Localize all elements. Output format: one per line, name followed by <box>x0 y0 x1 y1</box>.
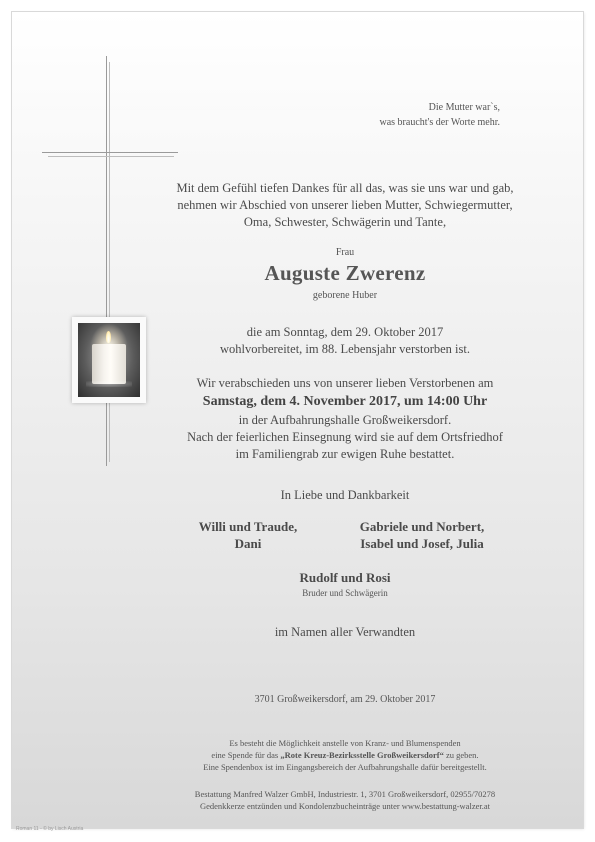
closing-text: In Liebe und Dankbarkeit <box>280 488 410 502</box>
donation-line: eine Spende für das „Rote Kreuz-Bezirksstelle Großweikersdorf“ zu geben. <box>211 750 479 760</box>
motto <box>300 100 500 130</box>
family-group-left <box>153 518 343 552</box>
family-line: Dani <box>234 536 262 551</box>
intro-line: Oma, Schwester, Schwägerin und Tante, <box>243 215 447 229</box>
family-line: Isabel und Josef, Julia <box>360 536 484 551</box>
donation-line: Eine Spendenbox ist im Eingangsbereich der Aufbahrungshalle dafür bereitgestellt. <box>203 762 487 772</box>
charity-name: „Rote Kreuz-Bezirksstelle Großweikersdorf“ <box>280 750 444 760</box>
funeral-date: Samstag, dem 4. November 2017, um 14:00 Uhr <box>202 394 488 409</box>
donation-note <box>130 737 560 773</box>
undertaker-line: Bestattung Manfred Walzer GmbH, Industriestr. 1, 3701 Großweikersdorf, 02955/70278 <box>194 789 496 799</box>
deceased-name: Auguste Zwerenz <box>264 261 426 285</box>
intro-line: nehmen wir Abschied von unserer lieben Mutter, Schwiegermutter, <box>177 198 513 212</box>
motto-line: was braucht's der Worte mehr. <box>379 117 500 128</box>
family-center-note: Bruder und Schwägerin <box>302 588 388 598</box>
donation-line: Es besteht die Möglichkeit anstelle von Kranz- und Blumenspenden <box>229 738 461 748</box>
cross-beam <box>42 152 178 153</box>
family-line: Gabriele und Norbert, <box>359 519 485 534</box>
death-line: die am Sonntag, dem 29. Oktober 2017 <box>246 325 444 339</box>
relatives-text: im Namen aller Verwandten <box>274 625 416 639</box>
intro-line: Mit dem Gefühl tiefen Dankes für all das, was sie uns war und gab, <box>176 181 514 195</box>
place-date: 3701 Großweikersdorf, am 29. Oktober 2017 <box>254 694 436 705</box>
farewell-section <box>130 375 560 463</box>
cross-beam-shadow <box>48 156 174 157</box>
birth-name: geborene Huber <box>312 290 378 301</box>
family-center: Rudolf und Rosi <box>299 570 391 585</box>
death-line: wohlvorbereitet, im 88. Lebensjahr verstorben ist. <box>220 342 470 356</box>
death-notice <box>130 324 560 358</box>
family-line: Willi und Traude, <box>198 519 298 534</box>
farewell-line: Nach der feierlichen Einsegnung wird sie auf dem Ortsfriedhof <box>187 430 503 444</box>
farewell-line: in der Aufbahrungshalle Großweikersdorf. <box>238 413 452 427</box>
undertaker-info <box>130 788 560 812</box>
farewell-intro: Wir verabschieden uns von unserer lieben Verstorbenen am <box>196 376 494 390</box>
flame-icon <box>106 331 111 343</box>
salutation: Frau <box>335 247 355 258</box>
print-credit: Roman 11 - © by Lisch Austria <box>16 826 84 832</box>
motto-line: Die Mutter war`s, <box>428 102 500 113</box>
farewell-line: im Familiengrab zur ewigen Ruhe bestattet. <box>235 447 455 461</box>
cross-icon <box>106 56 107 466</box>
intro-text <box>130 180 560 231</box>
undertaker-line: Gedenkkerze entzünden und Kondolenzbucheinträge unter www.bestattung-walzer.at <box>200 801 490 811</box>
family-group-right <box>327 518 517 552</box>
